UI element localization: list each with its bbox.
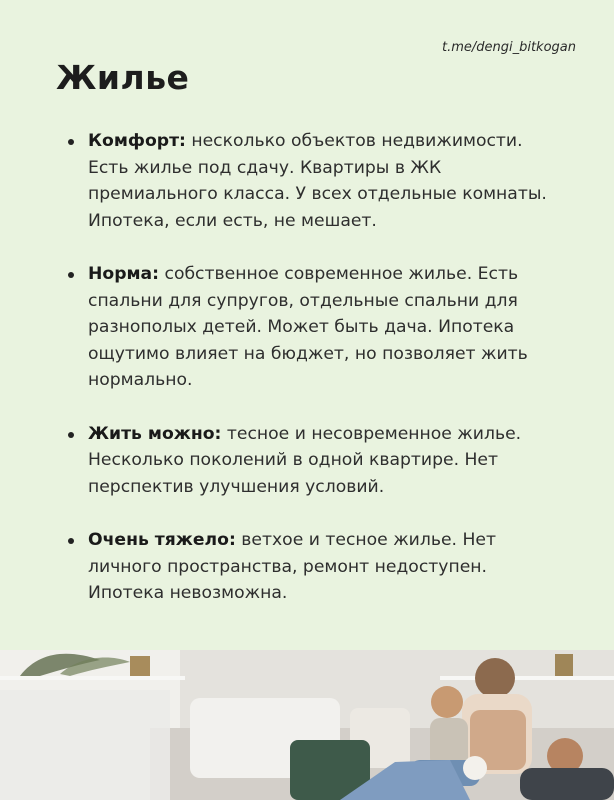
bullet-icon xyxy=(68,538,74,544)
page-title: Жилье xyxy=(56,58,190,97)
list-item xyxy=(68,527,568,607)
item-term: Комфорт: xyxy=(88,131,186,151)
item-text: собственное современное жилье. Есть спальни для супругов, отдельные спальни для разнополых детей. Может быть дача. Ипотека ощутимо влияет на бюджет, но позволяет жить нормально. xyxy=(88,264,528,390)
list-item xyxy=(68,128,568,234)
bullet-icon xyxy=(68,432,74,438)
item-text: ветхое и тесное жилье. Нет личного пространства, ремонт недоступен. Ипотека невозможна. xyxy=(88,530,496,603)
item-term: Норма: xyxy=(88,264,160,284)
item-term: Жить можно: xyxy=(88,423,222,444)
photo-illustration xyxy=(0,650,614,800)
list-item xyxy=(68,261,568,394)
item-term: Очень тяжело: xyxy=(88,530,236,550)
bullet-icon xyxy=(68,139,74,145)
channel-handle: t.me/dengi_bitkogan xyxy=(441,40,576,55)
housing-levels-list xyxy=(68,128,568,634)
item-text: тесное и несовременное жилье. Несколько поколений в одной квартире. Нет перспектив улучшения условий. xyxy=(88,423,522,497)
family-on-sofa-photo xyxy=(0,650,614,800)
item-text: несколько объектов недвижимости. Есть жилье под сдачу. Квартиры в ЖК премиального класса. У всех отдельные комнаты. Ипотека, если есть, не мешает. xyxy=(88,131,547,231)
bullet-icon xyxy=(68,272,74,278)
list-item xyxy=(68,421,568,501)
